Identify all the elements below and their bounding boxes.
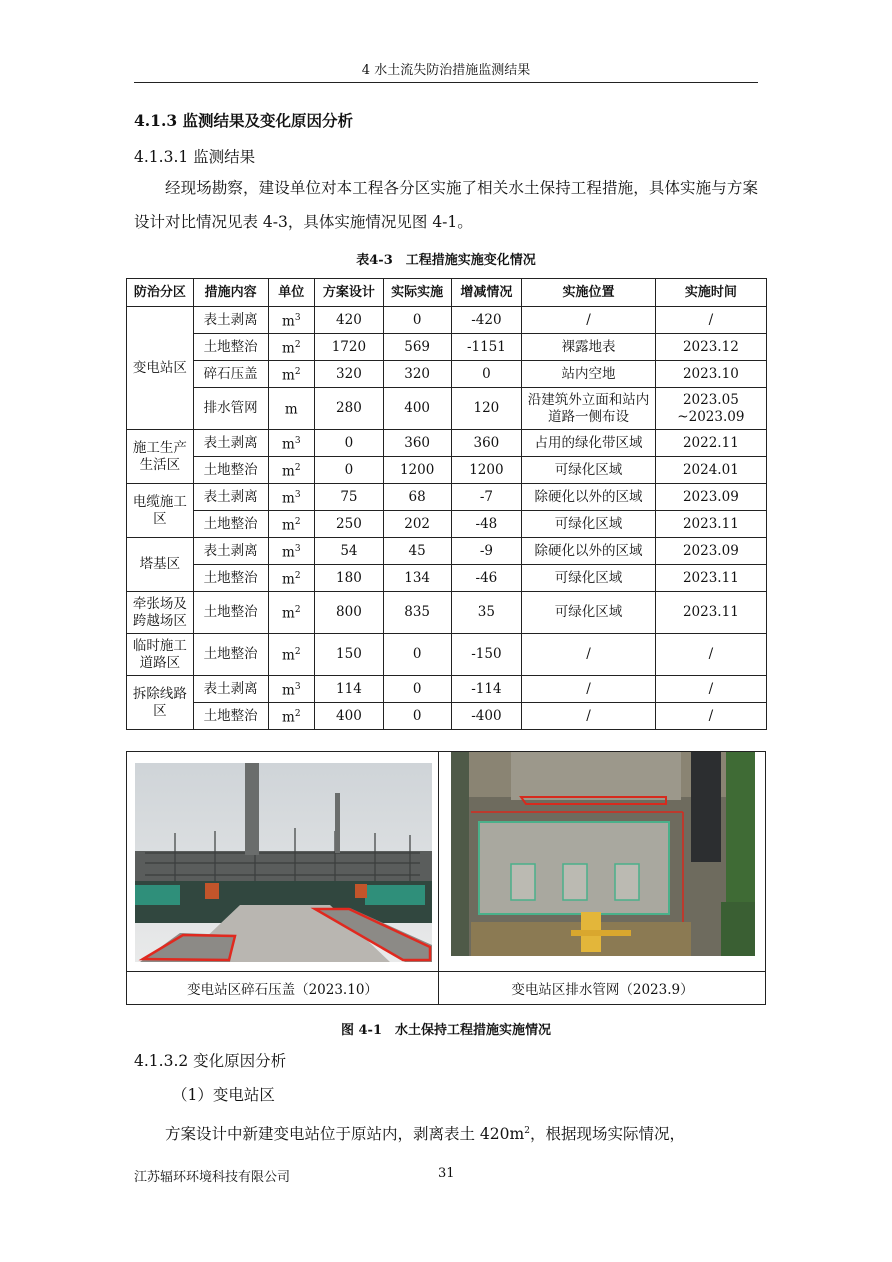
change-value-cell: -150 xyxy=(451,634,522,676)
table-row xyxy=(127,457,767,484)
zone-cell: 变电站区 xyxy=(127,307,194,430)
location-cell: / xyxy=(522,703,655,730)
measure-cell: 土地整治 xyxy=(193,334,268,361)
section-title: 4.1.3 监测结果及变化原因分析 xyxy=(134,111,354,130)
photo-caption-right: 变电站区排水管网（2023.9） xyxy=(511,982,694,998)
design-value-cell: 320 xyxy=(315,361,384,388)
actual-value-cell: 1200 xyxy=(383,457,451,484)
change-value-cell: -9 xyxy=(451,538,522,565)
design-value-cell: 420 xyxy=(315,307,384,334)
design-value-cell: 400 xyxy=(315,703,384,730)
measure-cell: 表土剥离 xyxy=(193,484,268,511)
column-header: 增减情况 xyxy=(451,279,522,307)
unit-cell: $m^2$ xyxy=(268,634,315,676)
change-value-cell: -1151 xyxy=(451,334,522,361)
table-row xyxy=(127,334,767,361)
unit-cell: $m^2$ xyxy=(268,361,315,388)
date-cell: 2023.12 xyxy=(655,334,766,361)
table-row xyxy=(127,511,767,538)
date-cell: 2023.09 xyxy=(655,538,766,565)
unit-cell: $m^3$ xyxy=(268,676,315,703)
subsection-title-results: 4.1.3.1 监测结果 xyxy=(134,148,256,166)
date-cell: 2023.11 xyxy=(655,511,766,538)
change-value-cell: -400 xyxy=(451,703,522,730)
drainage-aerial-photo xyxy=(451,752,755,956)
unit-cell: $m^3$ xyxy=(268,307,315,334)
unit-cell: $m^2$ xyxy=(268,703,315,730)
footer-company: 江苏辐环环境科技有限公司 xyxy=(134,1170,291,1185)
measure-cell: 表土剥离 xyxy=(193,538,268,565)
column-header: 实施位置 xyxy=(522,279,655,307)
unit-cell: $m^3$ xyxy=(268,430,315,457)
design-value-cell: 150 xyxy=(315,634,384,676)
unit-cell: $m^2$ xyxy=(268,511,315,538)
paragraph-causes xyxy=(134,1114,758,1151)
header-rule xyxy=(134,82,758,83)
actual-value-cell: 320 xyxy=(383,361,451,388)
design-value-cell: 280 xyxy=(315,388,384,430)
measure-cell: 土地整治 xyxy=(193,511,268,538)
change-value-cell: 35 xyxy=(451,592,522,634)
location-cell: / xyxy=(522,634,655,676)
zone-cell: 临时施工道路区 xyxy=(127,634,194,676)
actual-value-cell: 400 xyxy=(383,388,451,430)
design-value-cell: 54 xyxy=(315,538,384,565)
change-value-cell: 1200 xyxy=(451,457,522,484)
change-value-cell: -420 xyxy=(451,307,522,334)
design-value-cell: 250 xyxy=(315,511,384,538)
actual-value-cell: 68 xyxy=(383,484,451,511)
date-cell: / xyxy=(655,307,766,334)
date-cell: 2023.11 xyxy=(655,592,766,634)
measure-cell: 土地整治 xyxy=(193,565,268,592)
table-row xyxy=(127,484,767,511)
change-value-cell: -7 xyxy=(451,484,522,511)
measure-cell: 表土剥离 xyxy=(193,307,268,334)
location-cell: 可绿化区域 xyxy=(522,511,655,538)
design-value-cell: 0 xyxy=(315,457,384,484)
photo-caption-left: 变电站区碎石压盖（2023.10） xyxy=(187,982,378,998)
date-cell: 2024.01 xyxy=(655,457,766,484)
zone-cell: 牵张场及跨越场区 xyxy=(127,592,194,634)
zone-cell: 施工生产生活区 xyxy=(127,430,194,484)
figure-caption: 图 4-1 水土保持工程措施实施情况 xyxy=(340,1023,551,1038)
location-cell: 可绿化区域 xyxy=(522,565,655,592)
measure-cell: 土地整治 xyxy=(193,592,268,634)
table-row xyxy=(127,538,767,565)
actual-value-cell: 360 xyxy=(383,430,451,457)
date-cell: 2023.11 xyxy=(655,565,766,592)
change-value-cell: -114 xyxy=(451,676,522,703)
date-cell: 2023.09 xyxy=(655,484,766,511)
location-cell: 除硬化以外的区域 xyxy=(522,484,655,511)
location-cell: 可绿化区域 xyxy=(522,592,655,634)
location-cell: / xyxy=(522,676,655,703)
actual-value-cell: 202 xyxy=(383,511,451,538)
date-cell: / xyxy=(655,634,766,676)
table-row xyxy=(127,388,767,430)
unit-cell: $m^3$ xyxy=(268,484,315,511)
table-caption: 表4-3 工程措施实施变化情况 xyxy=(356,253,536,268)
unit-cell: $m^2$ xyxy=(268,457,315,484)
unit-cell: $m^3$ xyxy=(268,538,315,565)
actual-value-cell: 569 xyxy=(383,334,451,361)
design-value-cell: 180 xyxy=(315,565,384,592)
unit-cell: m xyxy=(268,388,315,430)
actual-value-cell: 835 xyxy=(383,592,451,634)
date-cell: / xyxy=(655,676,766,703)
unit-cell: $m^2$ xyxy=(268,592,315,634)
design-value-cell: 1720 xyxy=(315,334,384,361)
change-value-cell: -46 xyxy=(451,565,522,592)
change-value-cell: 360 xyxy=(451,430,522,457)
unit-cell: $m^2$ xyxy=(268,565,315,592)
table-row xyxy=(127,565,767,592)
design-value-cell: 800 xyxy=(315,592,384,634)
change-value-cell: 120 xyxy=(451,388,522,430)
table-row xyxy=(127,361,767,388)
location-cell: 裸露地表 xyxy=(522,334,655,361)
paragraph-intro-text: 经现场勘察，建设单位对本工程各分区实施了相关水土保持工程措施，具体实施与方案设计对比情况见表 4-3，具体实施情况见图 4-1。 xyxy=(134,179,758,231)
date-cell: 2023.10 xyxy=(655,361,766,388)
figure-divider xyxy=(438,752,439,1004)
item-substation: （1）变电站区 xyxy=(172,1086,275,1104)
change-value-cell: 0 xyxy=(451,361,522,388)
location-cell: 占用的绿化带区域 xyxy=(522,430,655,457)
page-number: 31 xyxy=(438,1166,455,1181)
table-header-row xyxy=(127,279,767,307)
column-header: 实施时间 xyxy=(655,279,766,307)
unit-cell: $m^2$ xyxy=(268,334,315,361)
table-row xyxy=(127,430,767,457)
column-header: 措施内容 xyxy=(193,279,268,307)
table-row xyxy=(127,307,767,334)
actual-value-cell: 0 xyxy=(383,703,451,730)
column-header: 实际实施 xyxy=(383,279,451,307)
measure-cell: 土地整治 xyxy=(193,457,268,484)
design-value-cell: 0 xyxy=(315,430,384,457)
design-value-cell: 75 xyxy=(315,484,384,511)
location-cell: 可绿化区域 xyxy=(522,457,655,484)
paragraph-causes-text: 方案设计中新建变电站位于原站内，剥离表土 $420m^2$，根据现场实际情况， xyxy=(165,1125,685,1144)
actual-value-cell: 134 xyxy=(383,565,451,592)
zone-cell: 电缆施工区 xyxy=(127,484,194,538)
subsection-title-causes: 4.1.3.2 变化原因分析 xyxy=(134,1052,287,1070)
location-cell: / xyxy=(522,307,655,334)
date-cell: / xyxy=(655,703,766,730)
actual-value-cell: 0 xyxy=(383,634,451,676)
column-header: 防治分区 xyxy=(127,279,194,307)
table-row xyxy=(127,634,767,676)
measure-cell: 土地整治 xyxy=(193,634,268,676)
actual-value-cell: 0 xyxy=(383,676,451,703)
location-cell: 除硬化以外的区域 xyxy=(522,538,655,565)
zone-cell: 塔基区 xyxy=(127,538,194,592)
measure-cell: 碎石压盖 xyxy=(193,361,268,388)
actual-value-cell: 45 xyxy=(383,538,451,565)
location-cell: 站内空地 xyxy=(522,361,655,388)
measures-table xyxy=(126,278,767,730)
paragraph-intro xyxy=(134,171,758,239)
figure-divider xyxy=(127,971,765,972)
design-value-cell: 114 xyxy=(315,676,384,703)
change-value-cell: -48 xyxy=(451,511,522,538)
measure-cell: 表土剥离 xyxy=(193,676,268,703)
column-header: 方案设计 xyxy=(315,279,384,307)
table-row xyxy=(127,676,767,703)
date-cell: 2022.11 xyxy=(655,430,766,457)
date-cell: 2023.05 ~2023.09 xyxy=(655,388,766,430)
figure-photos xyxy=(126,751,766,1005)
column-header: 单位 xyxy=(268,279,315,307)
location-cell: 沿建筑外立面和站内道路一侧布设 xyxy=(522,388,655,430)
measure-cell: 排水管网 xyxy=(193,388,268,430)
actual-value-cell: 0 xyxy=(383,307,451,334)
running-header: 4 水土流失防治措施监测结果 xyxy=(361,63,531,78)
table-row xyxy=(127,592,767,634)
zone-cell: 拆除线路区 xyxy=(127,676,194,730)
measure-cell: 表土剥离 xyxy=(193,430,268,457)
gravel-cover-photo xyxy=(135,763,432,962)
table-row xyxy=(127,703,767,730)
measure-cell: 土地整治 xyxy=(193,703,268,730)
